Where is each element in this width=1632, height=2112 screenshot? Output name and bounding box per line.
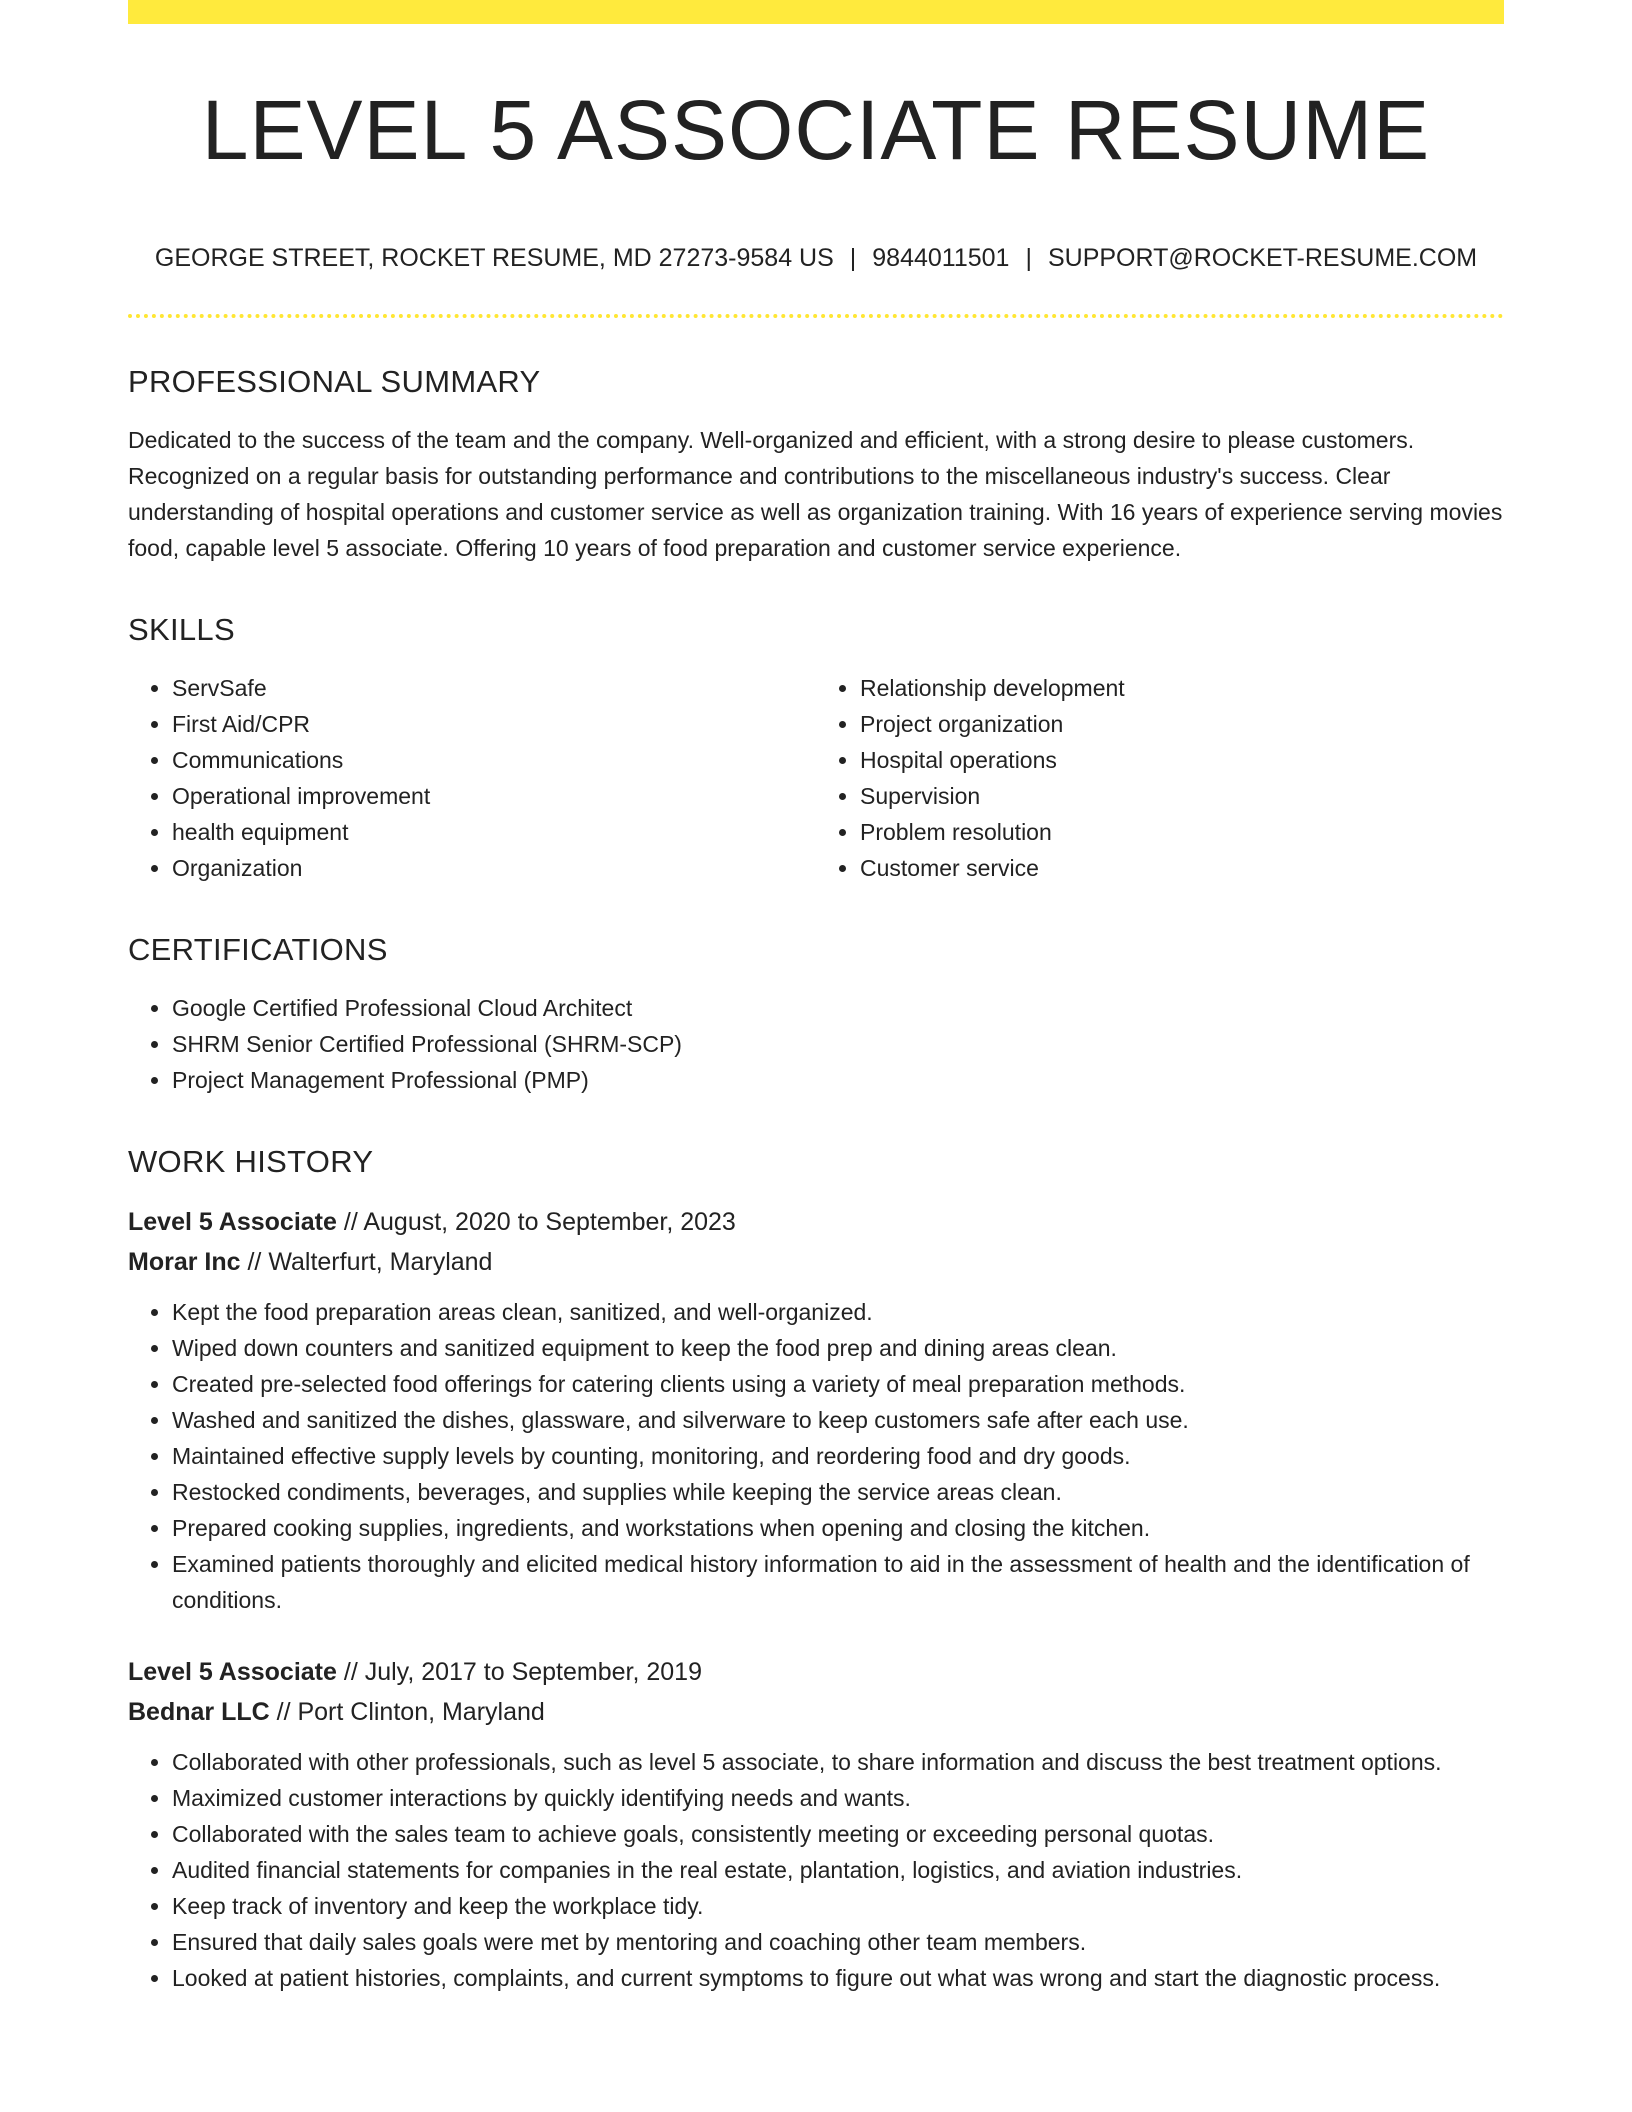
certification-item: • Google Certified Professional Cloud Architect (172, 990, 1504, 1026)
skills-list-left (128, 670, 816, 886)
job-bullet: • Created pre-selected food offerings for catering clients using a variety of meal preparation methods. (172, 1366, 1504, 1402)
contact-separator: | (849, 244, 857, 272)
job-dates: // August, 2020 to September, 2023 (343, 1208, 736, 1236)
job-bullet: • Keep track of inventory and keep the workplace tidy. (172, 1888, 1504, 1924)
job-bullet: • Collaborated with other professionals, such as level 5 associate, to share information and discuss the best treatment options. (172, 1744, 1504, 1780)
resume-title: LEVEL 5 ASSOCIATE RESUME (201, 83, 1431, 177)
skill-item: • ServSafe (172, 670, 816, 706)
job-company: Bednar LLC (128, 1698, 270, 1726)
job-entry (128, 1652, 1504, 1996)
skill-item: • Supervision (860, 778, 1504, 814)
skill-item: • Relationship development (860, 670, 1504, 706)
dotted-divider (128, 314, 1504, 318)
job-bullet: • Audited financial statements for companies in the real estate, plantation, logistics, and aviation industries. (172, 1852, 1504, 1888)
skill-item: • health equipment (172, 814, 816, 850)
address-text: GEORGE STREET, ROCKET RESUME, MD 27273-9584 US (154, 244, 834, 272)
job-bullet: • Kept the food preparation areas clean, sanitized, and well-organized. (172, 1294, 1504, 1330)
work-history-heading: WORK HISTORY (128, 1144, 374, 1179)
summary-heading: PROFESSIONAL SUMMARY (128, 364, 541, 399)
email-link[interactable]: SUPPORT@ROCKET-RESUME.COM (1047, 244, 1478, 272)
resume-page (128, 0, 1504, 1996)
certifications-list (128, 990, 1504, 1098)
job-location: // Walterfurt, Maryland (247, 1248, 493, 1276)
skill-item: • First Aid/CPR (172, 706, 816, 742)
job-company-line (128, 1692, 1504, 1732)
skills-list-right (816, 670, 1504, 886)
job-bullets (128, 1744, 1504, 1996)
certifications-heading: CERTIFICATIONS (128, 932, 388, 967)
job-bullets (128, 1294, 1504, 1618)
job-bullet: • Examined patients thoroughly and elicited medical history information to aid in the assessment of health and the identification of conditions. (172, 1546, 1504, 1618)
contact-separator: | (1025, 244, 1032, 272)
summary-text: Dedicated to the success of the team and the company. Well-organized and efficient, with a strong desire to please customers. Recognized on a regular basis for outstanding performance and contributions to the miscellaneous industry's success. Clear understanding of hospital operations and customer service as well as organization training. With 16 years of experience serving movies food, capable level 5 associate. Offering 10 years of food preparation and customer service experience. (128, 427, 1503, 561)
skill-item: • Operational improvement (172, 778, 816, 814)
job-bullet: • Restocked condiments, beverages, and supplies while keeping the service areas clean. (172, 1474, 1504, 1510)
job-title: Level 5 Associate (128, 1208, 337, 1236)
job-location: // Port Clinton, Maryland (276, 1698, 545, 1726)
job-bullet: • Wiped down counters and sanitized equipment to keep the food prep and dining areas clean. (172, 1330, 1504, 1366)
skill-item: • Problem resolution (860, 814, 1504, 850)
job-bullet: • Maintained effective supply levels by counting, monitoring, and reordering food and dry goods. (172, 1438, 1504, 1474)
job-bullet: • Maximized customer interactions by quickly identifying needs and wants. (172, 1780, 1504, 1816)
job-bullet: • Washed and sanitized the dishes, glassware, and silverware to keep customers safe after each use. (172, 1402, 1504, 1438)
job-title: Level 5 Associate (128, 1658, 337, 1686)
job-title-line (128, 1202, 1504, 1242)
job-company-line (128, 1242, 1504, 1282)
job-bullet: • Looked at patient histories, complaints, and current symptoms to figure out what was wrong and start the diagnostic process. (172, 1960, 1504, 1996)
skill-item: • Customer service (860, 850, 1504, 886)
skill-item: • Hospital operations (860, 742, 1504, 778)
phone-text: 9844011501 (872, 244, 1010, 272)
job-bullet: • Prepared cooking supplies, ingredients, and workstations when opening and closing the kitchen. (172, 1510, 1504, 1546)
skills-heading: SKILLS (128, 612, 235, 647)
job-title-line (128, 1652, 1504, 1692)
job-entry (128, 1202, 1504, 1618)
job-bullet: • Ensured that daily sales goals were met by mentoring and coaching other team members. (172, 1924, 1504, 1960)
contact-line (128, 242, 1504, 274)
skill-item: • Communications (172, 742, 816, 778)
job-company: Morar Inc (128, 1248, 241, 1276)
job-bullet: • Collaborated with the sales team to achieve goals, consistently meeting or exceeding personal quotas. (172, 1816, 1504, 1852)
skill-item: • Organization (172, 850, 816, 886)
certification-item: • Project Management Professional (PMP) (172, 1062, 1504, 1098)
certification-item: • SHRM Senior Certified Professional (SHRM-SCP) (172, 1026, 1504, 1062)
skills-columns (128, 670, 1504, 886)
job-dates: // July, 2017 to September, 2019 (343, 1658, 702, 1686)
skill-item: • Project organization (860, 706, 1504, 742)
